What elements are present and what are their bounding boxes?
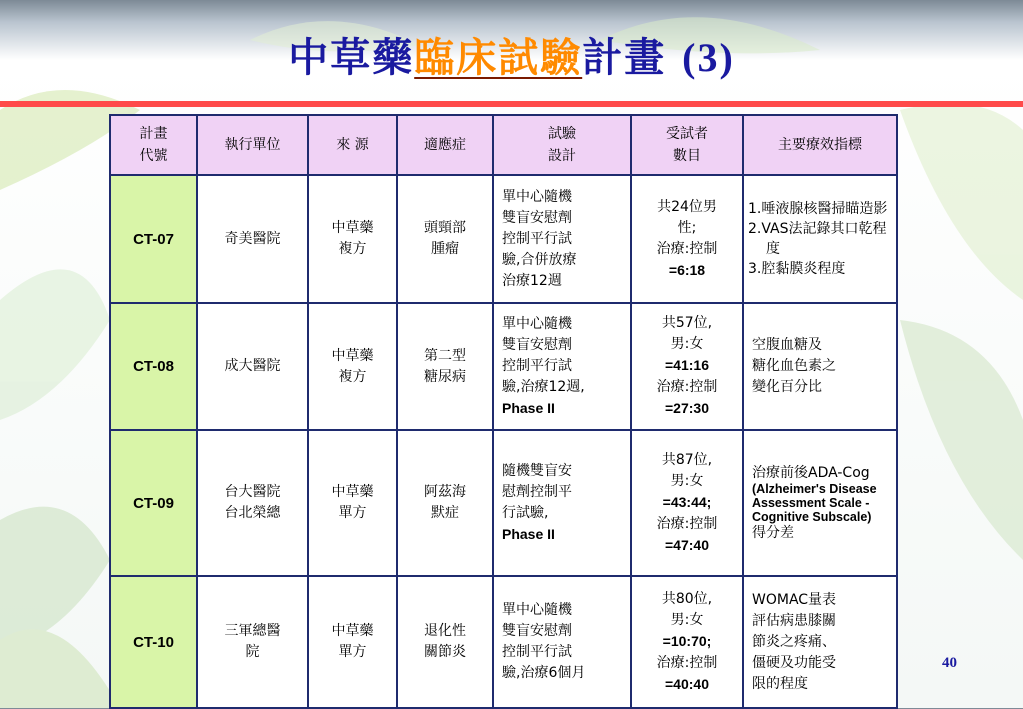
- header-indication: 適應症: [397, 115, 493, 175]
- page-number: 40: [942, 655, 957, 671]
- table-row: [110, 430, 897, 576]
- row-subjects: 共80位, 男:女 =10:70; 治療:控制 =40:40: [631, 576, 743, 708]
- title-part2: 計畫: [582, 34, 667, 81]
- row-code: CT-08: [110, 303, 197, 430]
- title-number: (3): [682, 35, 735, 80]
- row-subjects: 共24位男 性; 治療:控制 =6:18: [631, 175, 743, 303]
- row-design: 單中心隨機 雙盲安慰劑 控制平行試 驗,治療6個月: [493, 576, 631, 708]
- header-endpoint: 主要療效指標: [743, 115, 897, 175]
- table-row: [110, 303, 897, 430]
- row-code: CT-09: [110, 430, 197, 576]
- row-code: CT-07: [110, 175, 197, 303]
- row-endpoint: 治療前後ADA-Cog (Alzheimer's Disease Assessment Scale - Cognitive Subscale) 得分差: [743, 430, 897, 576]
- row-endpoint: 1.唾液腺核醫掃瞄造影 2.VAS法記錄其口乾程度 3.腔黏膜炎程度: [743, 175, 897, 303]
- row-subjects: 共57位, 男:女 =41:16 治療:控制 =27:30: [631, 303, 743, 430]
- row-unit: 奇美醫院: [197, 175, 308, 303]
- clinical-trials-table: [109, 114, 898, 709]
- row-subjects: 共87位, 男:女 =43:44; 治療:控制 =47:40: [631, 430, 743, 576]
- row-design: 單中心隨機 雙盲安慰劑 控制平行試 驗,治療12週, Phase II: [493, 303, 631, 430]
- header-source: 來 源: [308, 115, 397, 175]
- row-source: 中草藥 單方: [308, 430, 397, 576]
- row-code: CT-10: [110, 576, 197, 708]
- row-unit: 三軍總醫 院: [197, 576, 308, 708]
- row-endpoint: 空腹血糖及 糖化血色素之 變化百分比: [743, 303, 897, 430]
- table-row: [110, 576, 897, 708]
- slide-title: [0, 26, 1023, 83]
- row-indication: 第二型 糖尿病: [397, 303, 493, 430]
- row-unit: 台大醫院 台北榮總: [197, 430, 308, 576]
- row-design: 隨機雙盲安 慰劑控制平 行試驗, Phase II: [493, 430, 631, 576]
- title-part1: 中草藥: [288, 34, 415, 81]
- row-indication: 頭頸部 腫瘤: [397, 175, 493, 303]
- header-design: 試驗 設計: [493, 115, 631, 175]
- header-code: 計畫 代號: [110, 115, 197, 175]
- row-indication: 退化性 關節炎: [397, 576, 493, 708]
- row-indication: 阿茲海 默症: [397, 430, 493, 576]
- row-source: 中草藥 單方: [308, 576, 397, 708]
- row-design: 單中心隨機 雙盲安慰劑 控制平行試 驗,合併放療 治療12週: [493, 175, 631, 303]
- header-subjects: 受試者 數目: [631, 115, 743, 175]
- title-divider-bar: [0, 101, 1023, 107]
- table-header-row: [110, 115, 897, 175]
- title-highlight: 臨床試驗: [414, 34, 583, 81]
- table-row: [110, 175, 897, 303]
- row-source: 中草藥 複方: [308, 175, 397, 303]
- row-source: 中草藥 複方: [308, 303, 397, 430]
- header-unit: 執行單位: [197, 115, 308, 175]
- row-unit: 成大醫院: [197, 303, 308, 430]
- row-endpoint: WOMAC量表 評估病患膝關 節炎之疼痛、 僵硬及功能受 限的程度: [743, 576, 897, 708]
